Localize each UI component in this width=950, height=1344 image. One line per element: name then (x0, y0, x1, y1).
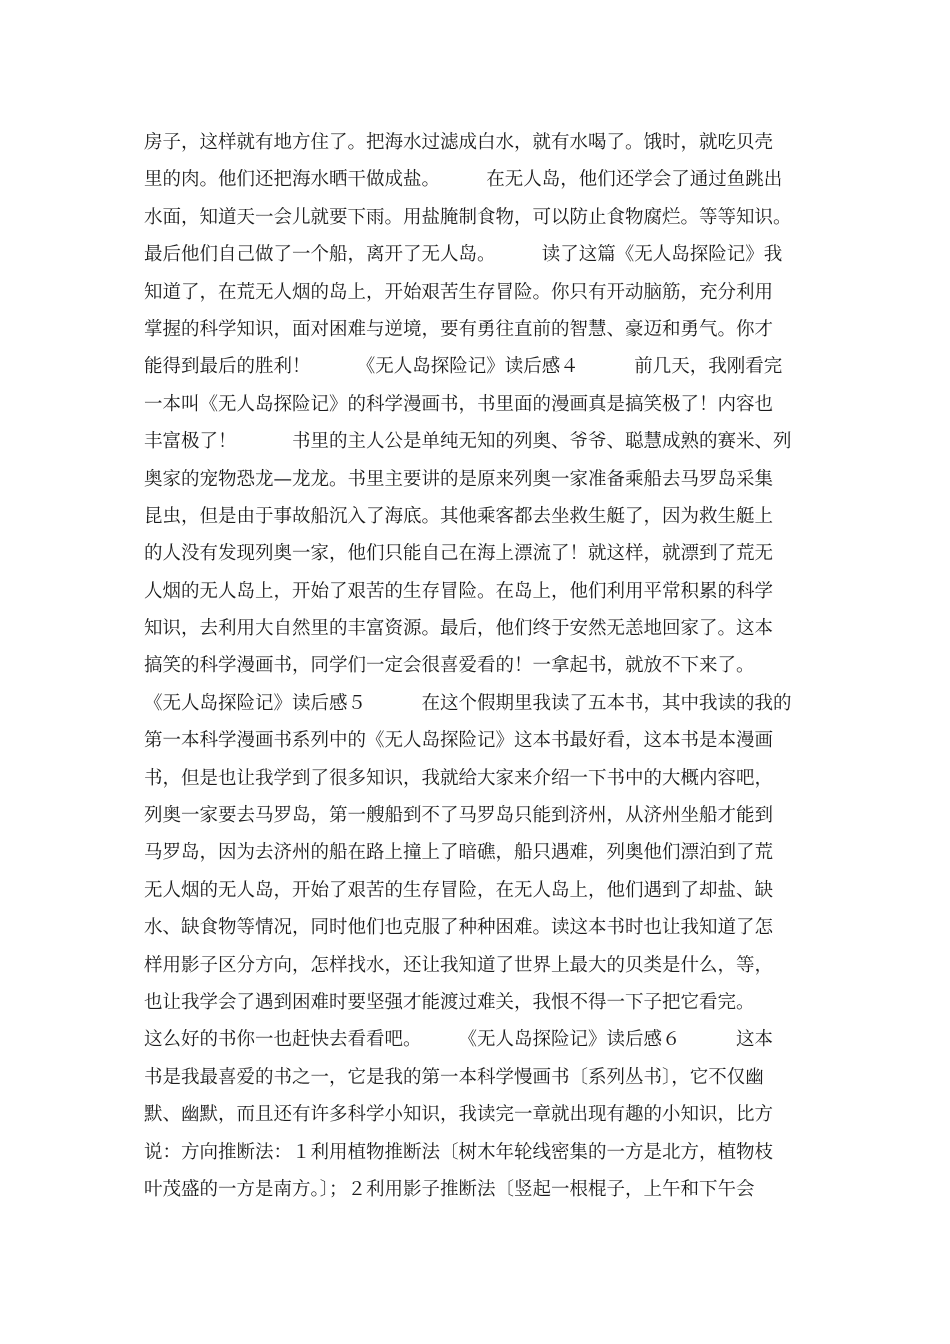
text-line: 奥家的宠物恐龙—龙龙。书里主要讲的是原来列奥一家准备乘船去马罗岛采集 (144, 468, 774, 490)
text-line: 马罗岛，因为去济州的船在路上撞上了暗礁，船只遇难，列奥他们漂泊到了荒 (144, 842, 774, 864)
text-line: 样用影子区分方向，怎样找水，还让我知道了世界上最大的贝类是什么，等， (144, 954, 774, 976)
text-line: 知道了，在荒无人烟的岛上，开始艰苦生存冒险。你只有开动脑筋，充分利用 (144, 281, 774, 303)
text-line: 书是我最喜爱的书之一，它是我的第一本科学慢画书〔系列丛书〕，它不仅幽 (144, 1066, 764, 1088)
text-line: 水面，知道天一会儿就要下雨。用盐腌制食物，可以防止食物腐烂。等等知识。 (144, 206, 792, 228)
text-line: 人烟的无人岛上，开始了艰苦的生存冒险。在岛上，他们利用平常积累的科学 (144, 580, 774, 602)
text-line: 书，但是也让我学到了很多知识，我就给大家来介绍一下书中的大概内容吧， (144, 767, 774, 789)
text-line: 这么好的书你一也赶快去看看吧。 《无人岛探险记》读后感６ 这本 (144, 1029, 774, 1051)
text-line: 能得到最后的胜利！ 《无人岛探险记》读后感４ 前几天，我刚看完 (144, 356, 783, 378)
text-line: 无人烟的无人岛，开始了艰苦的生存冒险，在无人岛上，他们遇到了却盐、缺 (144, 879, 774, 901)
text-line: 房子，这样就有地方住了。把海水过滤成白水，就有水喝了。饿时，就吃贝壳 (144, 132, 774, 153)
text-line: 《无人岛探险记》读后感５ 在这个假期里我读了五本书，其中我读的我的 (144, 692, 792, 714)
text-line: 也让我学会了遇到困难时要坚强才能渡过难关，我恨不得一下子把它看完。 (144, 991, 755, 1013)
text-line: 一本叫《无人岛探险记》的科学漫画书，书里面的漫画真是搞笑极了！内容也 (144, 393, 774, 415)
text-line: 里的肉。他们还把海水晒干做成盐。 在无人岛，他们还学会了通过鱼跳出 (144, 169, 783, 191)
body-text (144, 124, 809, 1208)
text-line: 水、缺食物等情况，同时他们也克服了种种困难。读这本书时也让我知道了怎 (144, 917, 774, 939)
text-line: 丰富极了！ 书里的主人公是单纯无知的列奥、爷爷、聪慧成熟的赛米、列 (144, 431, 792, 453)
text-line: 知识，去利用大自然里的丰富资源。最后，他们终于安然无恙地回家了。这本 (144, 618, 774, 640)
text-line: 昆虫，但是由于事故船沉入了海底。其他乘客都去坐救生艇了，因为救生艇上 (144, 505, 774, 527)
text-line: 说：方向推断法：１利用植物推断法〔树木年轮线密集的一方是北方，植物枝 (144, 1141, 774, 1163)
text-line: 最后他们自己做了一个船，离开了无人岛。 读了这篇《无人岛探险记》我 (144, 244, 783, 266)
text-line: 列奥一家要去马罗岛，第一艘船到不了马罗岛只能到济州，从济州坐船才能到 (144, 805, 774, 827)
text-line: 搞笑的科学漫画书，同学们一定会很喜爱看的！一拿起书，就放不下来了。 (144, 655, 755, 677)
text-line: 的人没有发现列奥一家，他们只能自己在海上漂流了！就这样，就漂到了荒无 (144, 543, 774, 565)
text-line: 叶茂盛的一方是南方。〕；２利用影子推断法〔竖起一根棍子，上午和下午会 (144, 1178, 755, 1200)
text-line: 第一本科学漫画书系列中的《无人岛探险记》这本书最好看，这本书是本漫画 (144, 730, 774, 752)
text-line: 默、幽默，而且还有许多科学小知识，我读完一章就出现有趣的小知识，比方 (144, 1104, 774, 1126)
text-line: 掌握的科学知识，面对困难与逆境，要有勇往直前的智慧、豪迈和勇气。你才 (144, 318, 774, 340)
